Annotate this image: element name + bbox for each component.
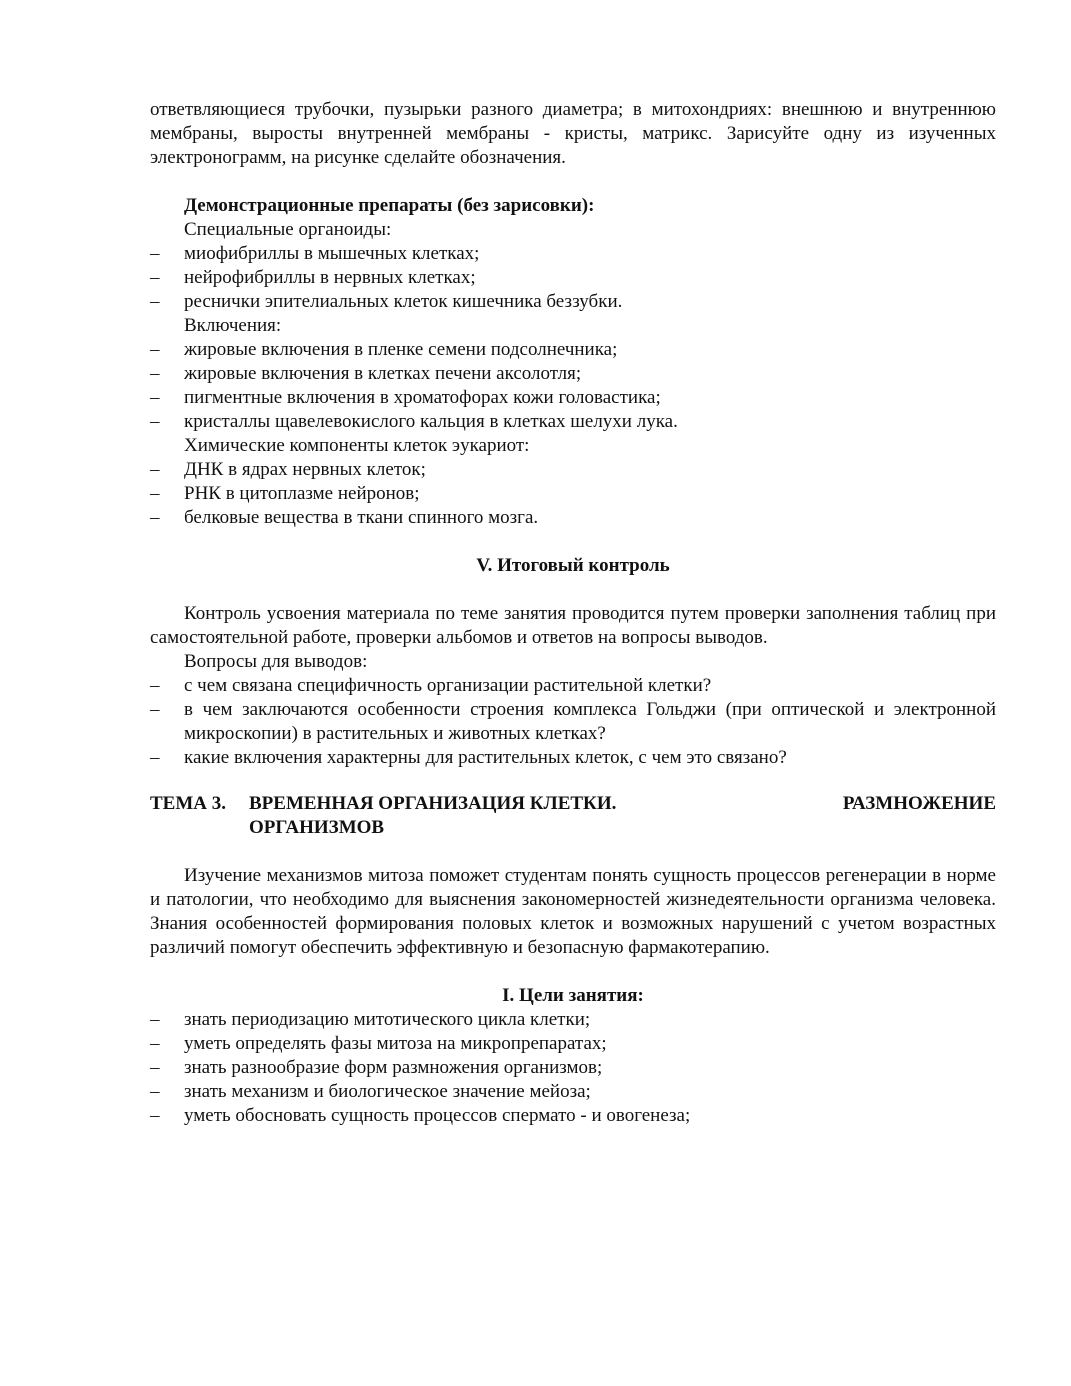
dash-bullet: –	[150, 483, 160, 504]
list-item	[150, 338, 996, 362]
list-item-text: какие включения характерны для растительных клеток, с чем это связано?	[184, 747, 787, 768]
list-item	[150, 410, 996, 434]
list-item-text: жировые включения в клетках печени аксолотля;	[184, 363, 582, 384]
list-item-text: в чем заключаются особенности строения комплекса Гольджи (при оптической и электронной микроскопии) в растительных и животных клетках?	[184, 699, 996, 744]
list-item-text: кристаллы щавелевокислого кальция в клетках шелухи лука.	[184, 411, 678, 432]
special-organoids-list	[150, 242, 996, 314]
list-item	[150, 674, 996, 698]
list-item-text: пигментные включения в хроматофорах кожи головастика;	[184, 387, 661, 408]
list-item	[150, 1032, 996, 1056]
list-item-text: белковые вещества в ткани спинного мозга.	[184, 507, 539, 528]
questions-list	[150, 674, 996, 770]
topic-title-part2: РАЗМНОЖЕНИЕ	[842, 793, 996, 814]
dash-bullet: –	[150, 747, 160, 768]
list-item	[150, 458, 996, 482]
list-item-text: уметь определять фазы митоза на микропрепаратах;	[184, 1033, 607, 1054]
dash-bullet: –	[150, 363, 160, 384]
document-page	[150, 98, 996, 1128]
dash-bullet: –	[150, 339, 160, 360]
list-item-text: нейрофибриллы в нервных клетках;	[184, 267, 476, 288]
list-item-text: миофибриллы в мышечных клетках;	[184, 243, 480, 264]
intro-paragraph: ответвляющиеся трубочки, пузырьки разного диаметра; в митохондриях: внешнюю и внутреннюю мембраны, выросты внутренней мембраны - кристы, матрикс. Зарисуйте одну из изученных электронограмм, на рисунке сделайте обозначения.	[150, 99, 996, 168]
list-item	[150, 506, 996, 530]
dash-bullet: –	[150, 675, 160, 696]
inclusions-label: Включения:	[184, 315, 282, 336]
final-control-text: Контроль усвоения материала по теме занятия проводится путем проверки заполнения таблиц при самостоятельной работе, проверки альбомов и ответов на вопросы выводов.	[150, 603, 996, 648]
topic-title	[249, 792, 996, 840]
topic-number: ТЕМА 3.	[150, 793, 226, 814]
list-item-text: знать разнообразие форм размножения организмов;	[184, 1057, 603, 1078]
demo-heading: Демонстрационные препараты (без зарисовки):	[184, 195, 595, 216]
list-item	[150, 746, 996, 770]
topic-title-part1: ВРЕМЕННАЯ ОРГАНИЗАЦИЯ КЛЕТКИ.	[249, 793, 617, 814]
goals-heading: I. Цели занятия:	[502, 985, 644, 1006]
list-item-text: реснички эпителиальных клеток кишечника беззубки.	[184, 291, 623, 312]
list-item	[150, 386, 996, 410]
goals-list	[150, 1008, 996, 1128]
list-item	[150, 290, 996, 314]
chemical-list	[150, 458, 996, 530]
list-item	[150, 266, 996, 290]
list-item	[150, 482, 996, 506]
topic-heading	[150, 792, 996, 840]
dash-bullet: –	[150, 243, 160, 264]
dash-bullet: –	[150, 1033, 160, 1054]
list-item-text: с чем связана специфичность организации растительной клетки?	[184, 675, 712, 696]
list-item-text: РНК в цитоплазме нейронов;	[184, 483, 420, 504]
list-item-text: ДНК в ядрах нервных клеток;	[184, 459, 426, 480]
topic-intro: Изучение механизмов митоза поможет студентам понять сущность процессов регенерации в норме и патологии, что необходимо для выяснения закономерностей жизнедеятельности организма человека. Знания особенностей формирования половых клеток и возможных нарушений с учетом возрастных различий помогут обеспечить эффективную и безопасную фармакотерапию.	[150, 865, 996, 958]
list-item	[150, 698, 996, 746]
list-item-text: уметь обосновать сущность процессов спермато - и овогенеза;	[184, 1105, 691, 1126]
list-item	[150, 1104, 996, 1128]
list-item-text: знать механизм и биологическое значение мейоза;	[184, 1081, 591, 1102]
dash-bullet: –	[150, 699, 160, 720]
dash-bullet: –	[150, 411, 160, 432]
list-item	[150, 1080, 996, 1104]
dash-bullet: –	[150, 459, 160, 480]
dash-bullet: –	[150, 267, 160, 288]
dash-bullet: –	[150, 1105, 160, 1126]
list-item	[150, 362, 996, 386]
dash-bullet: –	[150, 387, 160, 408]
list-item	[150, 1008, 996, 1032]
list-item-text: жировые включения в пленке семени подсолнечника;	[184, 339, 618, 360]
questions-label: Вопросы для выводов:	[184, 651, 368, 672]
list-item	[150, 1056, 996, 1080]
dash-bullet: –	[150, 1009, 160, 1030]
chemical-label: Химические компоненты клеток эукариот:	[184, 435, 530, 456]
dash-bullet: –	[150, 291, 160, 312]
dash-bullet: –	[150, 1081, 160, 1102]
list-item	[150, 242, 996, 266]
inclusions-list	[150, 338, 996, 434]
list-item-text: знать периодизацию митотического цикла клетки;	[184, 1009, 591, 1030]
dash-bullet: –	[150, 1057, 160, 1078]
special-organoids-label: Специальные органоиды:	[184, 219, 392, 240]
final-control-heading: V. Итоговый контроль	[476, 555, 670, 576]
topic-title-part3: ОРГАНИЗМОВ	[249, 817, 385, 838]
dash-bullet: –	[150, 507, 160, 528]
